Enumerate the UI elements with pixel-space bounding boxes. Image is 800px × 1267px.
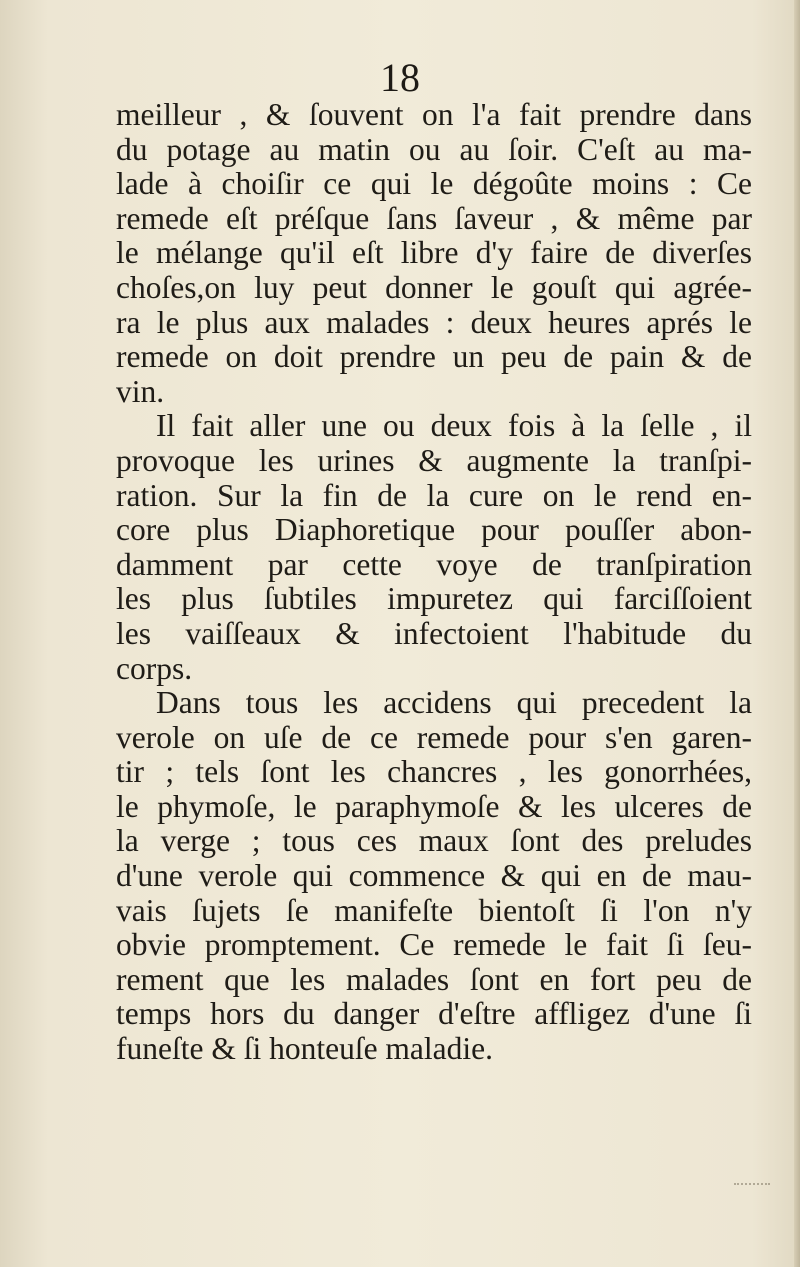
text-line: core plus Diaphoretique pour pouſſer abon- [116,512,752,548]
text-line: les plus ſubtiles impuretez qui farciſſoient [116,581,752,617]
text-line: la verge ; tous ces maux ſont des preludes [116,823,752,859]
text-line: remede on doit prendre un peu de pain & de [116,339,752,375]
text-line: choſes,on luy peut donner le gouſt qui agrée- [116,269,752,305]
text-line: temps hors du danger d'eſtre affligez d'une ſi [116,996,752,1032]
text-line: le phymoſe, le paraphymoſe & les ulceres de [116,788,752,824]
text-line: corps. [116,650,193,686]
text-line: verole on uſe de ce remede pour s'en garen- [116,719,752,755]
text-line: tir ; tels ſont les chancres , les gonorrhées, [116,754,752,790]
text-line: obvie promptement. Ce remede le fait ſi ſeu- [116,927,752,963]
text-line: meilleur , & ſouvent on l'a fait prendre dans [116,97,752,132]
text-line: Il fait aller une ou deux fois à la ſelle , il [156,408,752,444]
text-line: funeſte & ſi honteuſe maladie. [116,1031,494,1067]
text-line: lade à choiſir ce qui le dégoûte moins : Ce [116,166,752,202]
page-edge [794,0,800,1267]
text-line: ration. Sur la fin de la cure on le rend en- [116,477,752,513]
paragraph-1 [116,98,752,409]
text-line: damment par cette voye de tranſpiration [116,546,752,582]
body-text [116,98,752,1067]
paragraph-2 [116,409,752,686]
text-line: du potage au matin ou au ſoir. C'eſt au ma- [116,131,752,167]
text-line: vais ſujets ſe manifeſte bientoſt ſi l'on n'y [116,892,752,928]
text-line: le mélange qu'il eſt libre d'y faire de diverſes [116,235,752,271]
text-line: remede eſt préſque ſans ſaveur , & même par [116,200,752,236]
text-line: ra le plus aux malades : deux heures aprés le [116,304,752,340]
page-number: 18 [380,55,420,100]
text-line: vin. [116,373,165,409]
paragraph-3 [116,686,752,1067]
text-line: les vaiſſeaux & infectoient l'habitude du [116,615,752,651]
text-line: rement que les malades ſont en fort peu de [116,961,752,997]
text-line: Dans tous les accidens qui precedent la [156,685,752,721]
text-line: provoque les urines & augmente la tranſpi- [116,442,752,478]
text-line: d'une verole qui commence & qui en de mau- [116,858,752,894]
ink-smudge [734,1177,770,1185]
